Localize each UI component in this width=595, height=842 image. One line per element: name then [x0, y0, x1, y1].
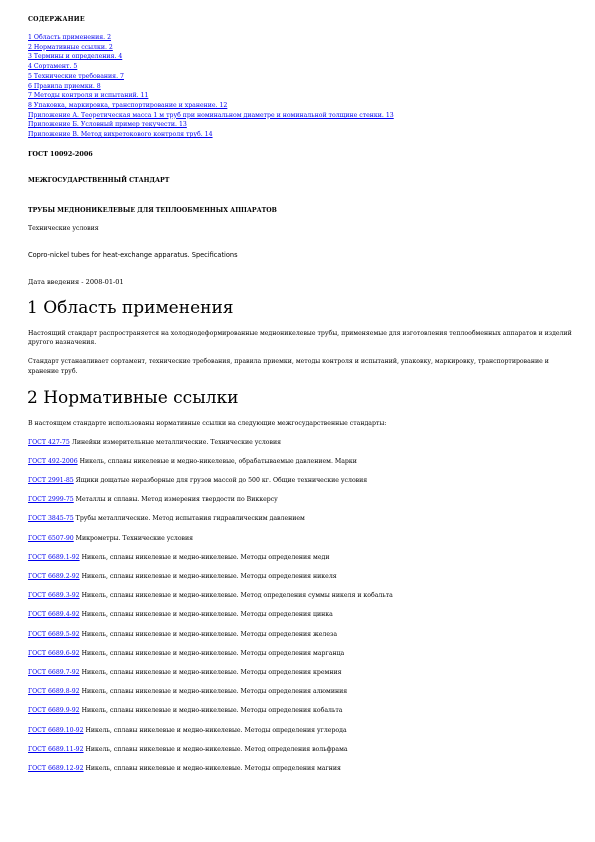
reference-item	[28, 610, 573, 619]
reference-link[interactable]: ГОСТ 6689.7-92	[28, 668, 80, 676]
reference-link[interactable]: ГОСТ 6689.10-92	[28, 726, 84, 734]
reference-item	[28, 649, 573, 658]
reference-item	[28, 687, 573, 696]
reference-title: Никель, сплавы никелевые и медно-никелевые. Методы определения цинка	[79, 611, 333, 619]
reference-link[interactable]: ГОСТ 3845-75	[28, 515, 74, 523]
section-1-paragraph: Стандарт устанавливает сортамент, технические требования, правила приемки, методы контроля и испытаний, упаковку, маркировку, транспортирование и хранение труб.	[28, 357, 549, 375]
reference-link[interactable]: ГОСТ 492-2006	[28, 457, 78, 465]
reference-title: Трубы металлические. Метод испытания гидравлическим давлением	[73, 515, 305, 523]
document-title-english: Copro-nickel tubes for heat-exchange apparatus. Specifications	[28, 250, 238, 259]
toc-title: СОДЕРЖАНИЕ	[28, 16, 85, 23]
table-of-contents	[28, 33, 573, 140]
reference-item	[28, 764, 573, 773]
reference-title: Никель, сплавы никелевые и медно-никелевые. Методы определения железа	[79, 630, 338, 638]
toc-link[interactable]: Приложение Б. Условный пример текучести. 13	[28, 121, 187, 129]
section-2-intro: В настоящем стандарте использованы нормативные ссылки на следующие межгосударственные стандарты:	[28, 420, 387, 428]
reference-link[interactable]: ГОСТ 2991-85	[28, 477, 74, 485]
reference-item	[28, 726, 573, 735]
reference-link[interactable]: ГОСТ 6689.1-92	[28, 553, 80, 561]
toc-item[interactable]	[28, 43, 573, 53]
reference-link[interactable]: ГОСТ 6689.2-92	[28, 573, 80, 581]
toc-link[interactable]: Приложение А. Теоретическая масса 1 м труб при номинальном диаметре и номинальной толщине стенки. 13	[28, 111, 394, 119]
toc-item[interactable]	[28, 120, 573, 130]
document-title: ТРУБЫ МЕДНОНИКЕЛЕВЫЕ ДЛЯ ТЕПЛООБМЕННЫХ АППАРАТОВ	[28, 206, 277, 214]
toc-item[interactable]	[28, 72, 573, 82]
reference-link[interactable]: ГОСТ 6689.12-92	[28, 764, 84, 772]
section-1-heading: 1 Область применения	[27, 297, 234, 318]
reference-title: Никель, сплавы никелевые и медно-никелевые. Методы определения углерода	[83, 726, 347, 734]
reference-item	[28, 534, 573, 543]
reference-list	[28, 438, 573, 773]
reference-title: Никель, сплавы никелевые и медно-никелевые. Методы определения магния	[83, 764, 341, 772]
reference-item	[28, 495, 573, 504]
reference-title: Микрометры. Технические условия	[73, 534, 194, 542]
section-2-heading: 2 Нормативные ссылки	[27, 388, 239, 409]
toc-link[interactable]: 7 Методы контроля и испытаний. 11	[28, 92, 149, 100]
standard-kind: МЕЖГОСУДАРСТВЕННЫЙ СТАНДАРТ	[28, 176, 170, 184]
reference-link[interactable]: ГОСТ 2999-75	[28, 496, 74, 504]
reference-item	[28, 668, 573, 677]
reference-link[interactable]: ГОСТ 6689.6-92	[28, 649, 80, 657]
reference-title: Никель, сплавы никелевые и медно-никелевые. Методы определения марганца	[79, 649, 345, 657]
toc-link[interactable]: 3 Термины и определения. 4	[28, 53, 123, 61]
section-1-paragraph: Настоящий стандарт распространяется на холоднодеформированные медноникелевые трубы, применяемые для изготовления теплообменных аппаратов и изделий другого назначения.	[28, 329, 572, 347]
reference-link[interactable]: ГОСТ 6689.11-92	[28, 745, 84, 753]
reference-link[interactable]: ГОСТ 6689.9-92	[28, 707, 80, 715]
reference-title: Никель, сплавы никелевые и медно-никелевые. Методы определения никеля	[79, 573, 337, 581]
reference-title: Никель, сплавы никелевые и медно-никелевые. Методы определения кремния	[79, 668, 342, 676]
toc-link[interactable]: 5 Технические требования. 7	[28, 72, 124, 80]
reference-title: Металлы и сплавы. Метод измерения твердости по Виккерсу	[73, 496, 278, 504]
reference-title: Никель, сплавы никелевые и медно-никелевые. Методы определения меди	[79, 553, 330, 561]
reference-title: Никель, сплавы никелевые и медно-никелевые, обрабатываемые давлением. Марки	[77, 457, 357, 465]
toc-item[interactable]	[28, 52, 573, 62]
reference-link[interactable]: ГОСТ 6689.4-92	[28, 611, 80, 619]
toc-link[interactable]: 8 Упаковка, маркировка, транспортирование и хранение. 12	[28, 101, 228, 109]
toc-item[interactable]	[28, 111, 573, 121]
reference-item	[28, 591, 573, 600]
reference-item	[28, 476, 573, 485]
reference-title: Никель, сплавы никелевые и медно-никелевые. Метод определения суммы никеля и кобальта	[79, 592, 393, 600]
reference-link[interactable]: ГОСТ 6689.3-92	[28, 592, 80, 600]
toc-item[interactable]	[28, 91, 573, 101]
toc-link[interactable]: Приложение В. Метод вихретокового контроля труб. 14	[28, 131, 213, 139]
toc-item[interactable]	[28, 62, 573, 72]
reference-item	[28, 438, 573, 447]
toc-item[interactable]	[28, 82, 573, 92]
toc-link[interactable]: 1 Область применения. 2	[28, 34, 112, 41]
document-subtitle: Технические условия	[28, 224, 99, 232]
reference-title: Линейки измерительные металлические. Технические условия	[69, 438, 282, 446]
reference-link[interactable]: ГОСТ 6689.8-92	[28, 688, 80, 696]
reference-item	[28, 514, 573, 523]
reference-title: Никель, сплавы никелевые и медно-никелевые. Методы определения кобальта	[79, 707, 343, 715]
toc-link[interactable]: 4 Сортамент. 5	[28, 63, 78, 71]
document-id: ГОСТ 10092-2006	[28, 149, 93, 158]
reference-title: Никель, сплавы никелевые и медно-никелевые. Метод определения вольфрама	[83, 745, 348, 753]
reference-item	[28, 706, 573, 715]
reference-title: Никель, сплавы никелевые и медно-никелевые. Методы определения алюминия	[79, 688, 348, 696]
toc-link[interactable]: 6 Правила приемки. 8	[28, 82, 101, 90]
toc-link[interactable]: 2 Нормативные ссылки. 2	[28, 43, 113, 51]
reference-item	[28, 745, 573, 754]
toc-item[interactable]	[28, 33, 573, 43]
toc-item[interactable]	[28, 130, 573, 140]
reference-item	[28, 457, 573, 466]
toc-item[interactable]	[28, 101, 573, 111]
reference-link[interactable]: ГОСТ 6507-90	[28, 534, 74, 542]
document-page	[28, 16, 573, 783]
effective-date: Дата введения - 2008-01-01	[28, 277, 124, 286]
reference-item	[28, 572, 573, 581]
reference-link[interactable]: ГОСТ 427-75	[28, 438, 70, 446]
reference-link[interactable]: ГОСТ 6689.5-92	[28, 630, 80, 638]
reference-item	[28, 630, 573, 639]
reference-title: Ящики дощатые неразборные для грузов массой до 500 кг. Общие технические условия	[73, 477, 368, 485]
reference-item	[28, 553, 573, 562]
